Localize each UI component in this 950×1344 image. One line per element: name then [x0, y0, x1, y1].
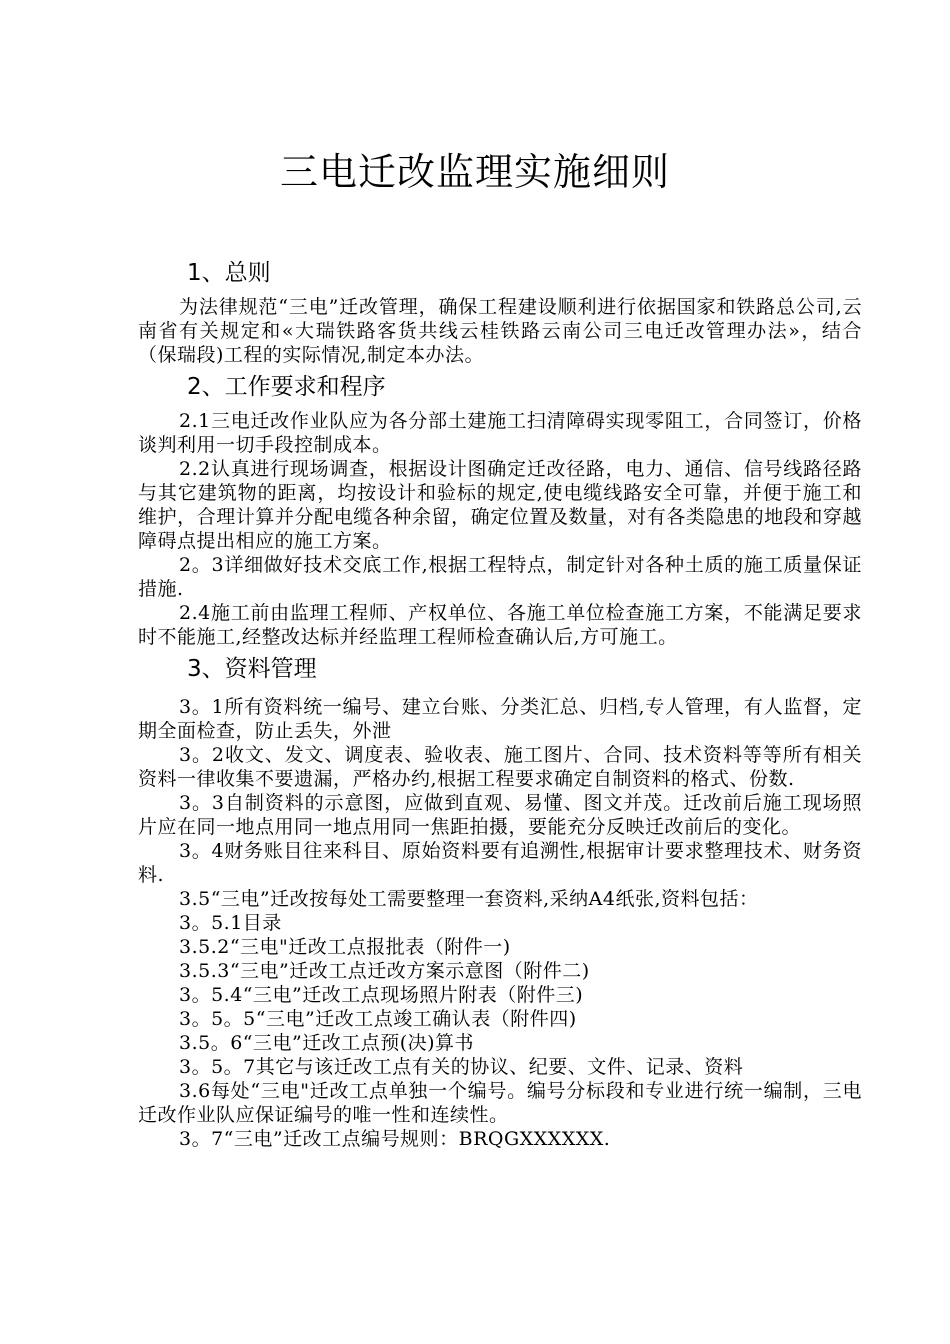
- paragraph-2-4: 2.4施工前由监理工程师、产权单位、各施工单位检查施工方案，不能满足要求时不能施工,经整改达标并经监理工程师检查确认后,方可施工。: [138, 602, 862, 648]
- section-heading-general: 1、总则: [187, 260, 271, 286]
- paragraph-3-1: 3。1所有资料统一编号、建立台账、分类汇总、归档,专人管理，有人监督，定期全面检查，防止丢失，外泄: [138, 696, 862, 742]
- list-item-3-5-6: 3.5。6“三电”迁改工点预(决)算书: [179, 1032, 475, 1054]
- list-item-3-5-3: 3.5.3“三电”迁改工点迁改方案示意图（附件二): [179, 960, 590, 982]
- paragraph-3-3: 3。3自制资料的示意图，应做到直观、易懂、图文并茂。迁改前后施工现场照片应在同一地点用同一地点用同一焦距拍摄，要能充分反映迁改前后的变化。: [138, 792, 862, 838]
- paragraph-2-2: 2.2认真进行现场调查，根据设计图确定迁改径路，电力、通信、信号线路径路与其它建筑物的距离，均按设计和验标的规定,使电缆线路安全可靠，并便于施工和维护，合理计算并分配电缆各种余留，确定位置及数量，对有各类隐患的地段和穿越障碍点提出相应的施工方案。: [138, 458, 862, 552]
- paragraph-3-7: 3。7“三电”迁改工点编号规则：BRQGXXXXXX.: [179, 1128, 611, 1150]
- list-item-3-5-2: 3.5.2“三电"迁改工点报批表（附件一): [179, 936, 511, 958]
- section-heading-document-management: 3、资料管理: [187, 656, 317, 682]
- paragraph-3-2: 3。2收文、发文、调度表、验收表、施工图片、合同、技术资料等等所有相关资料一律收集不要遗漏，严格办约,根据工程要求确定自制资料的格式、份数.: [138, 744, 862, 790]
- paragraph-2-3: 2。3详细做好技术交底工作,根据工程特点，制定针对各种土质的施工质量保证措施.: [138, 554, 862, 600]
- paragraph-3-6: 3.6每处“三电"迁改工点单独一个编号。编号分标段和专业进行统一编制，三电迁改作业队应保证编号的唯一性和连续性。: [138, 1080, 862, 1126]
- section-heading-work-requirements: 2、工作要求和程序: [187, 374, 386, 400]
- paragraph-2-1: 2.1三电迁改作业队应为各分部土建施工扫清障碍实现零阻工，合同签订，价格谈判利用一切手段控制成本。: [138, 410, 862, 456]
- list-item-3-5-1: 3。5.1目录: [179, 912, 282, 934]
- document-body: [138, 255, 862, 1151]
- list-item-3-5-5: 3。5。5“三电”迁改工点竣工确认表（附件四): [179, 1008, 577, 1030]
- list-item-3-5-4: 3。5.4“三电”迁改工点现场照片附表（附件三): [179, 984, 584, 1006]
- paragraph-general-intro: 为法律规范“三电”迁改管理，确保工程建设顺利进行依据国家和铁路总公司,云南省有关规定和«大瑞铁路客货共线云桂铁路云南公司三电迁改管理办法»，结合（保瑞段)工程的实际情况,制定本办法。: [138, 296, 862, 366]
- paragraph-3-4: 3。4财务账目往来科目、原始资料要有追溯性,根据审计要求整理技术、财务资料.: [138, 840, 862, 886]
- page-title: 三电迁改监理实施细则: [279, 150, 670, 194]
- list-item-3-5-7: 3。5。7其它与该迁改工点有关的协议、纪要、文件、记录、资料: [179, 1056, 744, 1078]
- paragraph-3-5: 3.5“三电”迁改按每处工需要整理一套资料,采纳A4纸张,资料包括：: [179, 888, 759, 910]
